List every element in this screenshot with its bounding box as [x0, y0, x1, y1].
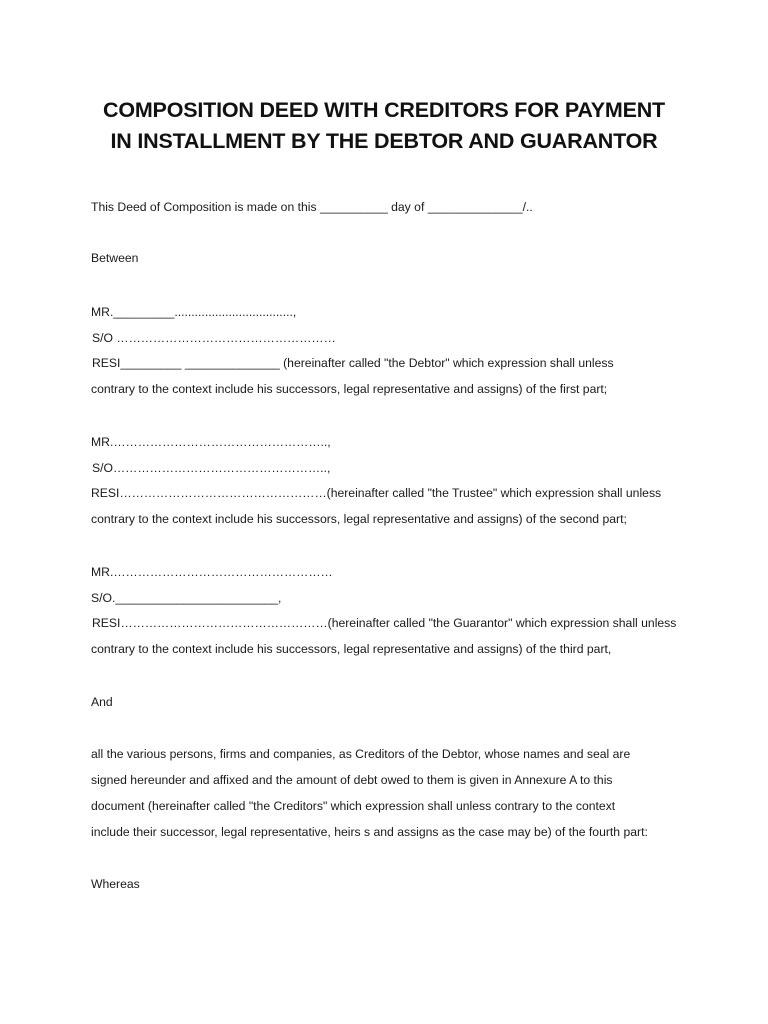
- debtor-parent-line: S/O ………………………………………………: [92, 331, 336, 345]
- title-line-2: IN INSTALLMENT BY THE DEBTOR AND GUARANTOR: [110, 129, 658, 153]
- deed-date-line: This Deed of Composition is made on this __________ day of ______________/..: [91, 200, 533, 214]
- guarantor-name-line: MR.………………………………………………: [91, 565, 333, 579]
- whereas-heading: Whereas: [91, 877, 140, 891]
- debtor-name-line: MR._________...................................,: [91, 305, 297, 319]
- creditors-line-4: include their successor, legal representative, heirs s and assigns as the case may be) of the fourth part:: [91, 825, 648, 839]
- trustee-parent-line: S/O……………………………………………..,: [92, 461, 331, 475]
- guarantor-parent-line: S/O.________________________,: [91, 591, 282, 605]
- trustee-clause-line: contrary to the context include his successors, legal representative and assigns) of the second part;: [91, 512, 627, 526]
- trustee-name-line: MR.……………………………………………..,: [91, 435, 331, 449]
- document-title: [60, 95, 708, 157]
- trustee-residence-line: RESI……………………………………………(hereinafter called "the Trustee" which expression shall unless: [91, 486, 662, 500]
- debtor-clause-line: contrary to the context include his successors, legal representative and assigns) of the first part;: [91, 382, 608, 396]
- creditors-line-2: signed hereunder and affixed and the amount of debt owed to them is given in Annexure A to this: [91, 773, 613, 787]
- guarantor-clause-line: contrary to the context include his successors, legal representative and assigns) of the third part,: [91, 642, 612, 656]
- and-heading: And: [91, 695, 113, 709]
- creditors-line-1: all the various persons, firms and companies, as Creditors of the Debtor, whose names and seal are: [91, 747, 631, 761]
- debtor-residence-line: RESI_________ ______________ (hereinafter called "the Debtor" which expression shall unless: [92, 356, 614, 370]
- creditors-line-3: document (hereinafter called "the Creditors" which expression shall unless contrary to the context: [91, 799, 616, 813]
- guarantor-residence-line: RESI……………………………………………(hereinafter called "the Guarantor" which expression shall unless: [92, 616, 677, 630]
- between-heading: Between: [91, 251, 139, 265]
- title-line-1: COMPOSITION DEED WITH CREDITORS FOR PAYMENT: [103, 98, 665, 122]
